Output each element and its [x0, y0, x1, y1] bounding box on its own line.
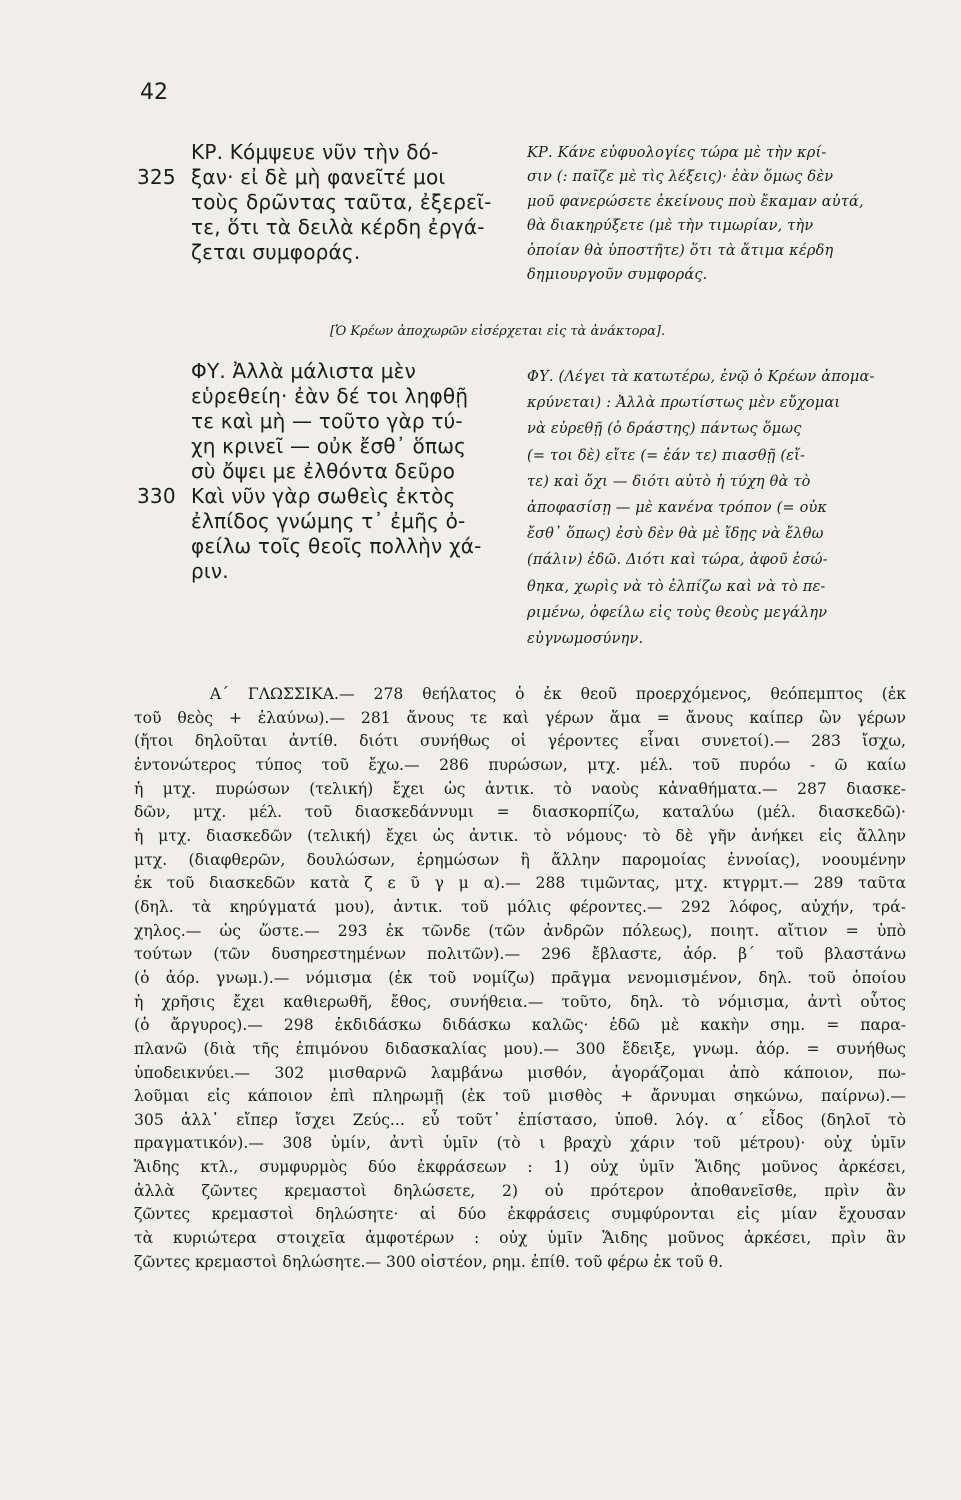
greek-text-block-1: ΚΡ. Κόμψευε νῦν τὴν δό- ξαν· εἰ δὲ μὴ φανεῖτέ μοι τοὺς δρῶντας ταῦτα, ἐξερεῖ- τε, ὅτι τὰ δειλὰ κέρδη ἐργά- ζεται συμφοράς. [191, 140, 492, 264]
stage-direction: [Ὁ Κρέων ἀποχωρῶν εἰσέρχεται εἰς τὰ ἀνάκτορα]. [330, 324, 666, 339]
gloss-line: (ὁ ἄργυρος).— 298 ἐκδιδάσκω διδάσκω καλῶς· ἐδῶ μὲ κακὴν σημ. = παρα- [134, 1016, 906, 1035]
gloss-line: (δηλ. τὰ κηρύγματά μου), ἀντικ. τοῦ μόλις φέροντες.— 292 λόφος, αὐχήν, τρά- [134, 897, 906, 916]
gloss-line: ἐκ τοῦ διασκεδῶν κατὰ ζ ε ῦ γ μ α).— 288 τιμῶντας, μτχ. κτγρμτ.— 289 ταῦτα [134, 874, 906, 893]
gloss-line: ἀλλὰ ζῶντες κρεμαστοὶ δηλώσετε, 2) οὐ πρότερον ἀποθανεῖσθε, πρὶν ἂν [134, 1181, 906, 1200]
gloss-line: Α΄ ΓΛΩΣΣΙΚΑ.— 278 θεήλατος ὁ ἐκ θεοῦ προερχόμενος, θεόπεμπτος (ἐκ [134, 685, 906, 703]
translation-block-1: ΚΡ. Κάνε εὐφυολογίες τώρα μὲ τὴν κρί- σιν (: παῖζε μὲ τὶς λέξεις)· ἐὰν ὅμως δὲν μοῦ φανερώσετε ἐκείνους ποὺ ἔκαμαν αὐτά, θὰ διακηρύξετε (μὲ τὴν τιμωρίαν, τὴν ὁποίαν θὰ ὑποστῆτε) ὅτι τὰ ἄτιμα κέρδη δημιουργοῦν συμφοράς. [527, 145, 864, 284]
line-numbers-block-2: 330 [137, 484, 176, 508]
gloss-line: (ὁ ἀόρ. γνωμ.).— νόμισμα (ἐκ τοῦ νομίζω) πρᾶγμα νενομισμένον, δηλ. τοῦ ὁποίου [134, 968, 906, 987]
translation-block-2: ΦΥ. (Λέγει τὰ κατωτέρω, ἐνῷ ὁ Κρέων ἀπομα- κρύνεται) : Ἀλλὰ πρωτίστως μὲν εὔχομαι νὰ εὑρεθῇ (ὁ δράστης) πάντως ὅμως (= τοι δὲ) εἴτε (= ἐάν τε) πιασθῇ (εἴ- τε) καὶ ὄχι — διότι αὐτὸ ἡ τύχη θὰ τὸ ἀποφασίσῃ — μὲ κανένα τρόπον (= οὐκ ἔσθ᾽ ὅπως) ἐσὺ δὲν θὰ μὲ ἴδῃς νὰ ἔλθω (πάλιν) ἐδῶ. Διότι καὶ τώρα, ἀφοῦ ἐσώ- θηκα, χωρὶς νὰ τὸ ἐλπίζω καὶ νὰ τὸ πε- ριμένω, ὀφείλω εἰς τοὺς θεοὺς μεγάλην εὐγνωμοσύνην. [527, 369, 875, 648]
line-numbers-block-1: 325 [137, 165, 176, 189]
gloss-line: πλανῶ (διὰ τῆς ἐπιμόνου διδασκαλίας μου).— 300 ἔδειξε, γνωμ. ἀόρ. = συνήθως [134, 1039, 906, 1058]
gloss-section [134, 683, 906, 1274]
gloss-line: ἐντονώτερος τύπος τοῦ ἔχω.— 286 πυρώσων, μτχ. μέλ. τοῦ πυρόω - ῶ καίω [134, 755, 906, 774]
gloss-line: ὑποδεικνύει.— 302 μισθαρνῶ λαμβάνω μισθόν, ἀγοράζομαι ἀπὸ κάποιον, πω- [134, 1063, 906, 1082]
gloss-line: ἡ μτχ. πυρώσων (τελική) ἔχει ὡς ἀντικ. τὸ ναοὺς κἀναθήματα.— 287 διασκε- [134, 779, 906, 798]
gloss-line: τούτων (τῶν δυσηρεστημένων πολιτῶν).— 296 ἔβλαστε, ἀόρ. β΄ τοῦ βλαστάνω [134, 945, 906, 964]
gloss-line: (ἤτοι δηλοῦται ἀντίθ. διότι συνήθως οἱ γέροντες εἶναι συνετοί).— 283 ἴσχω, [134, 732, 906, 751]
greek-text-block-2: ΦΥ. Ἀλλὰ μάλιστα μὲν εὑρεθείη· ἐὰν δέ τοι ληφθῇ τε καὶ μὴ — τοῦτο γὰρ τύ- χη κρινεῖ — οὐκ ἔσθ᾽ ὅπως σὺ ὄψει με ἐλθόντα δεῦρο Καὶ νῦν γὰρ σωθεὶς ἐκτὸς ἐλπίδος γνώμης τ᾽ ἐμῆς ὀ- φείλω τοῖς θεοῖς πολλὴν χά- ριν. [191, 359, 482, 583]
gloss-line: ἡ χρῆσις ἔχει καθιερωθῆ, ἔθος, συνήθεια.— τοῦτο, δηλ. τὸ νόμισμα, ἀντὶ οὗτος [134, 992, 906, 1011]
page-number: 42 [140, 80, 168, 105]
gloss-line: πραγματικόν).— 308 ὑμίν, ἀντὶ ὑμῖν (τὸ ι βραχὺ χάριν τοῦ μέτρου)· οὐχ ὑμῖν [134, 1134, 906, 1153]
gloss-line: ζῶντες κρεμαστοὶ δηλώσητε· αἱ δύο ἐκφράσεις συμφύρονται εἰς μίαν ἔχουσαν [134, 1205, 906, 1224]
gloss-line: τοῦ θεὸς + ἐλαύνω).— 281 ἄνους τε καὶ γέρων ἅμα = ἄνους καίπερ ὢν γέρων [134, 708, 906, 727]
gloss-line: Ἅιδης κτλ., συμφυρμὸς δύο ἐκφράσεων : 1) οὐχ ὑμῖν Ἅιδης μοῦνος ἀρκέσει, [134, 1158, 906, 1177]
gloss-line: ζῶντες κρεμαστοὶ δηλώσητε.— 300 οἰστέον, ρημ. ἐπίθ. τοῦ φέρω ἐκ τοῦ θ. [134, 1252, 724, 1271]
gloss-line: ἡ μτχ. διασκεδῶν (τελική) ἔχει ὡς ἀντικ. τὸ νόμους· τὸ δὲ γῆν ἀνήκει εἰς ἄλλην [134, 826, 906, 845]
gloss-line: δῶν, μτχ. μέλ. τοῦ διασκεδάννυμι = διασκορπίζω, καταλύω (μέλ. διασκεδῶ)· [134, 803, 906, 822]
gloss-line: 305 ἀλλ᾽ εἴπερ ἴσχει Ζεύς... εὖ τοῦτ᾽ ἐπίστασο, ὑποθ. λόγ. α΄ εἶδος (δηλοῖ τὸ [134, 1110, 906, 1129]
gloss-line: τὰ κυριώτερα στοιχεῖα ἀμφοτέρων : οὐχ ὑμῖν Ἅιδης μοῦνος ἀρκέσει, πρὶν ἂν [134, 1229, 906, 1248]
gloss-line: χηλος.— ὡς ὥστε.— 293 ἐκ τῶνδε (τῶν ἀνδρῶν πόλεως), ποιητ. αἴτιον = ὑπὸ [134, 921, 906, 940]
gloss-line: λοῦμαι εἰς κάποιον ἐπὶ πληρωμῇ (ἐκ τοῦ μισθὸς + ἄρνυμαι σηκώνω, παίρνω).— [134, 1087, 906, 1106]
gloss-line: μτχ. (διαφθερῶν, δουλώσων, ἐρημώσων ἢ ἄλλην παρομοίας ἐννοίας), νοουμένην [134, 850, 906, 869]
